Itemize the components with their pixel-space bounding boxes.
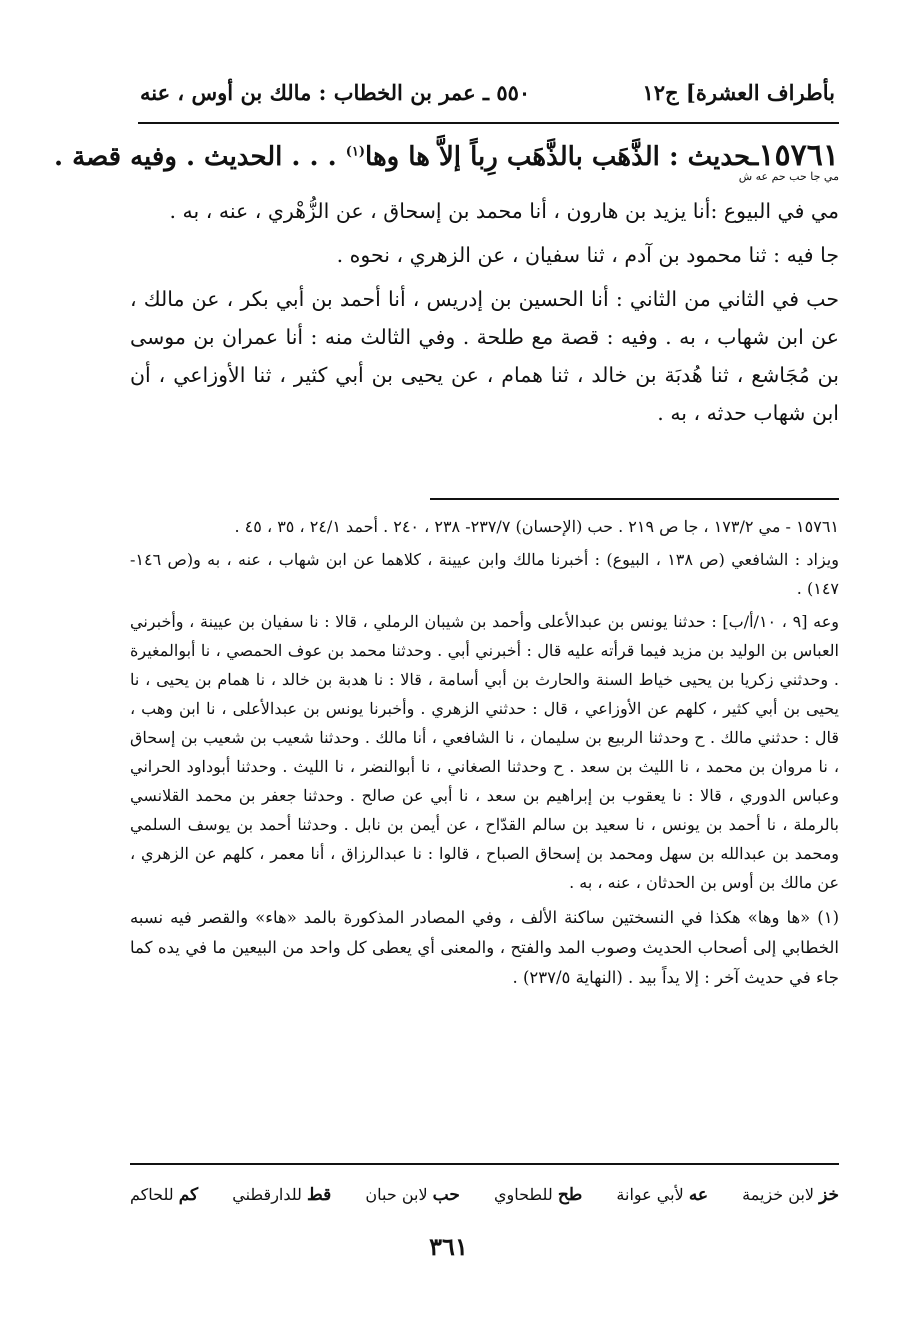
- header-section: ٥٥٠ ـ عمر بن الخطاب : مالك بن أوس ، عنه: [140, 79, 531, 105]
- footnote-1: (١) «ها وها» هكذا في النسختين ساكنة الألف ، وفي المصادر المذكورة بالمد «هاء» والقصر فيه نسبه الخطابي إلى أصحاب الحديث وصوب المد والفتح ، والمعنى أي يعطى كل واحد من البيعين ما في يده كما جاء في حديث آخر : إلا يداً بيد . (النهاية ٢٣٧/٥) .: [130, 908, 839, 987]
- abbreviation-code: خز: [819, 1185, 839, 1205]
- paragraph-ja: جا فيه : ثنا محمود بن آدم ، ثنا سفيان ، عن الزهري ، نحوه .: [336, 243, 839, 267]
- page-number: ٣٦١: [429, 1232, 468, 1261]
- abbreviation-meaning: لابن خزيمة: [742, 1185, 815, 1204]
- header-divider: [138, 122, 839, 124]
- hadith-title-text: ـحديث : الذَّهَب بالذَّهَب رِباً إلاَّ ها وها: [365, 142, 759, 172]
- footnote-marker: (١): [345, 144, 366, 160]
- notes-reference: ١٥٧٦١ - مي ١٧٣/٢ ، جا ص ٢١٩ . حب (الإحسان) ٢٣٧/٧- ٢٣٨ ، ٢٤٠ . أحمد ٢٤/١ ، ٣٥ ، ٤٥ .: [234, 517, 839, 536]
- abbreviation-meaning: لابن حبان: [365, 1185, 428, 1204]
- abbreviation-code: حب: [432, 1185, 460, 1205]
- abbreviation-code: عه: [688, 1185, 709, 1205]
- abbreviation-meaning: لأبي عوانة: [616, 1185, 684, 1204]
- abbreviation-meaning: للحاكم: [130, 1185, 174, 1204]
- abbreviations-divider: [130, 1163, 839, 1165]
- hadith-heading: [54, 138, 839, 182]
- notes-section: [130, 512, 839, 997]
- abbreviation-item: [130, 1185, 198, 1205]
- hadith-title-end: . . . الحديث . وفيه قصة .: [54, 142, 346, 172]
- abbreviation-meaning: للدارقطني: [232, 1185, 302, 1204]
- hadith-number: ١٥٧٦١: [758, 138, 839, 173]
- notes-divider: [430, 498, 839, 500]
- abbreviation-meaning: للطحاوي: [493, 1185, 553, 1204]
- paragraph-hb: حب في الثاني من الثاني : أنا الحسين بن إدريس ، أنا أحمد بن أبي بكر ، عن مالك ، عن ابن شهاب ، به . وفيه : قصة مع طلحة . وفي الثالث منه : أنا عمران بن موسى بن مُجَاشع ، ثنا هُدبَة بن خالد ، ثنا همام ، عن يحيى بن أبي كثير ، ثنا الأوزاعي ، أن ابن شهاب حدثه ، به .: [130, 287, 839, 425]
- abbreviation-item: [365, 1185, 459, 1205]
- abbreviation-code: كم: [178, 1185, 199, 1205]
- abbreviation-item: [742, 1185, 839, 1205]
- header-book-title: بأطراف العشرة] ج١٢: [642, 79, 835, 105]
- running-header: [140, 72, 835, 112]
- main-text: [130, 192, 839, 438]
- abbreviation-code: قط: [307, 1185, 332, 1205]
- abbreviation-item: [232, 1185, 331, 1205]
- abbreviation-item: [494, 1185, 582, 1205]
- abbreviation-code: طح: [557, 1185, 583, 1205]
- hadith-sources: مي جا حب حم عه ش: [738, 170, 839, 183]
- abbreviation-item: [616, 1185, 708, 1205]
- paragraph-mi: مي في البيوع :أنا يزيد بن هارون ، أنا محمد بن إسحاق ، عن الزُّهْري ، عنه ، به .: [169, 199, 839, 223]
- notes-isnad: وعه [٩ ، ١٠/أ/ب] : حدثنا يونس بن عبدالأعلى وأحمد بن شيبان الرملي ، قالا : نا سفيان بن عيينة ، وأخبرني العباس بن الوليد بن مزيد فيما قرأته عليه قال : أخبرني أبي . وحدثنا محمد بن عوف الحمصي ، نا أبوالمغيرة . وحدثني زكريا بن يحيى خياط السنة والحارث بن أبي أسامة ، قالا : نا هدبة بن خالد ، نا همام بن يحيى ، نا يحيى بن أبي كثير ، كلهم عن الأوزاعي ، قال : حدثني الزهري . وأخبرنا يونس بن عبدالأعلى ، نا ابن وهب ، قال : حدثني مالك . ح وحدثنا الربيع بن سليمان ، نا الشافعي ، أنا مالك . وحدثنا شعيب بن شعيب بن إسحاق ، نا مروان بن محمد ، نا الليث بن سعد . ح وحدثنا الصغاني ، نا أبوالنضر ، نا الليث . وحدثنا أبوداود الحراني وعباس الدوري ، قالا : نا يعقوب بن إبراهيم بن سعد ، نا أبي عن صالح . وحدثنا جعفر بن محمد القلانسي بالرملة ، نا أحمد بن يونس ، نا سعيد بن سالم القدّاح ، عن أيمن بن نابل . وحدثنا أحمد بن يوسف السلمي ومحمد بن عبدالله بن سهل ومحمد بن إسحاق الصباح ، قالوا : نا عبدالرزاق ، أنا معمر ، كلهم عن الزهري ، عن مالك بن أوس بن الحدثان ، عنه ، به .: [130, 612, 840, 892]
- notes-addition: ويزاد : الشافعي (ص ١٣٨ ، البيوع) : أخبرنا مالك وابن عيينة ، كلاهما عن ابن شهاب ، عنه ، به و(ص ١٤٦- ١٤٧) .: [130, 550, 839, 598]
- abbreviations-key: [130, 1178, 839, 1212]
